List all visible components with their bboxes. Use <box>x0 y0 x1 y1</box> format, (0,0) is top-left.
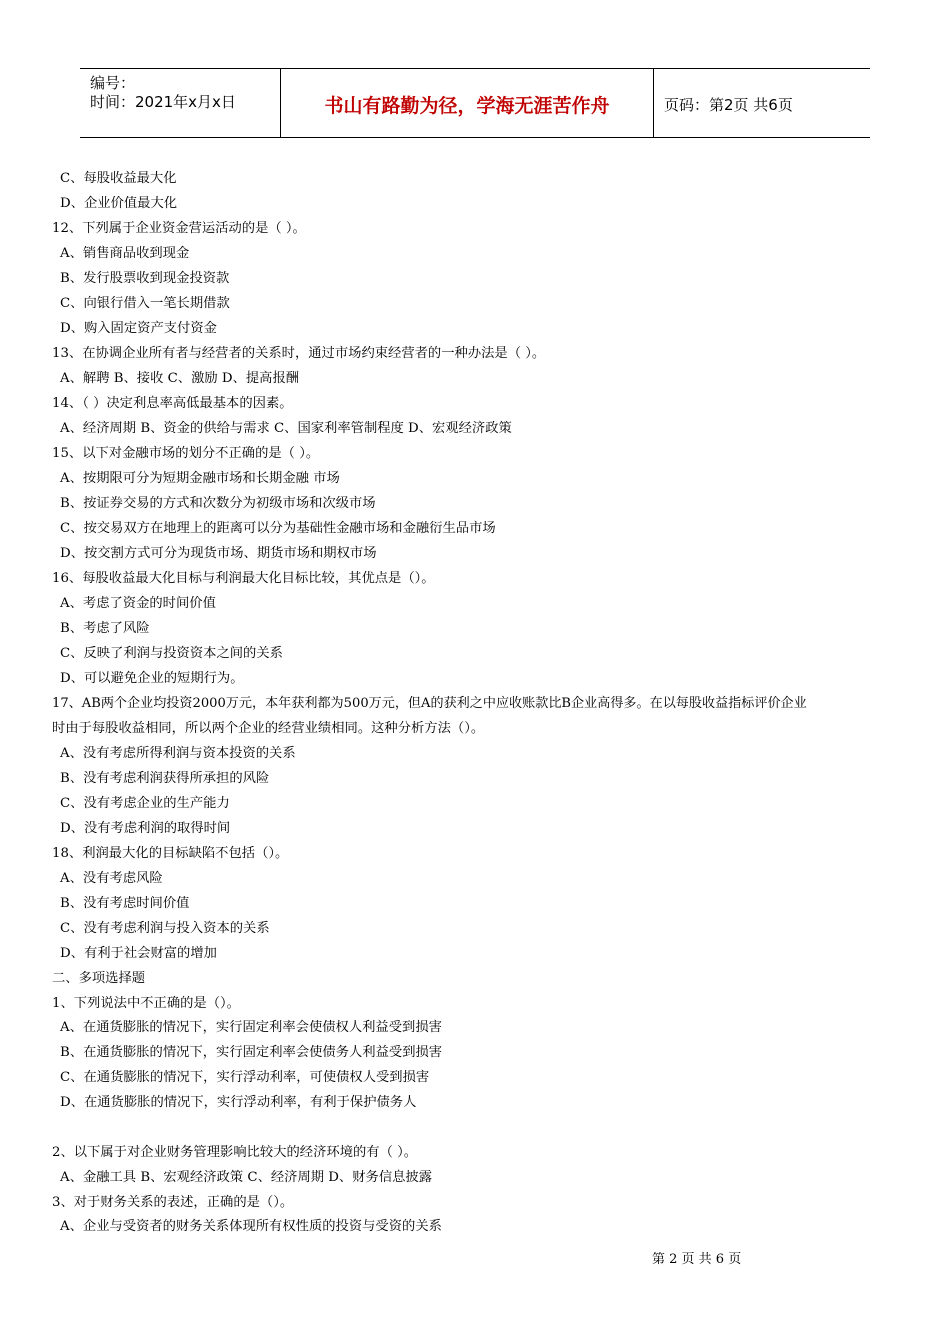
text-line: D、在通货膨胀的情况下，实行浮动利率，有利于保护债务人 <box>60 1095 417 1110</box>
question-line: 时由于每股收益相同，所以两个企业的经营业绩相同。这种分析方法（）。 <box>52 721 485 736</box>
text-line: A、金融工具 B、宏观经济政策 C、经济周期 D、财务信息披露 <box>60 1170 433 1185</box>
question-line: 14、（ ）决定利息率高低最基本的因素。 <box>52 396 293 411</box>
text-line: A、没有考虑所得利润与资本投资的关系 <box>60 746 296 761</box>
number-label: 编号： <box>90 74 136 92</box>
text-line: B、考虑了风险 <box>60 621 150 636</box>
text-line: B、在通货膨胀的情况下，实行固定利率会使债务人利益受到损害 <box>60 1045 443 1060</box>
question-line: 12、下列属于企业资金营运活动的是（ ）。 <box>52 221 306 236</box>
text-line: C、没有考虑企业的生产能力 <box>60 796 230 811</box>
header-info-cell <box>80 69 281 137</box>
document-header <box>80 68 870 138</box>
text-line: C、每股收益最大化 <box>60 171 177 186</box>
text-line: A、经济周期 B、资金的供给与需求 C、国家利率管制程度 D、宏观经济政策 <box>60 421 512 436</box>
text-line: D、有利于社会财富的增加 <box>60 946 217 961</box>
text-line: B、没有考虑利润获得所承担的风险 <box>60 771 270 786</box>
question-line: 18、利润最大化的目标缺陷不包括（）。 <box>52 846 289 861</box>
text-line: C、按交易双方在地理上的距离可以分为基础性金融市场和金融衍生品市场 <box>60 521 496 536</box>
question-line: 17、AB两个企业均投资2000万元，本年获利都为500万元，但A的获利之中应收账款比B企业高得多。在以每股收益指标评价企业 <box>52 696 807 711</box>
page-footer: 第 2 页 共 6 页 <box>652 1252 742 1267</box>
text-line: B、发行股票收到现金投资款 <box>60 271 230 286</box>
header-motto-cell <box>281 69 654 137</box>
text-line: D、按交割方式可分为现货市场、期货市场和期权市场 <box>60 546 377 561</box>
question-line: 13、在协调企业所有者与经营者的关系时，通过市场约束经营者的一种办法是（ ）。 <box>52 346 546 361</box>
text-line: A、按期限可分为短期金融市场和长期金融 市场 <box>60 471 340 486</box>
text-line: C、反映了利润与投资资本之间的关系 <box>60 646 283 661</box>
text-line: B、按证券交易的方式和次数分为初级市场和次级市场 <box>60 496 376 511</box>
motto: 书山有路勤为径，学海无涯苦作舟 <box>324 95 610 117</box>
question-line: 2、以下属于对企业财务管理影响比较大的经济环境的有（ ）。 <box>52 1145 418 1160</box>
text-line: C、在通货膨胀的情况下，实行浮动利率，可使债权人受到损害 <box>60 1070 430 1085</box>
header-page-cell <box>654 69 870 137</box>
text-line: A、销售商品收到现金 <box>60 246 190 261</box>
section-heading: 二、多项选择题 <box>52 971 146 986</box>
text-line: C、没有考虑利润与投入资本的关系 <box>60 921 270 936</box>
text-line: A、企业与受资者的财务关系体现所有权性质的投资与受资的关系 <box>60 1219 442 1234</box>
text-line: D、可以避免企业的短期行为。 <box>60 671 244 686</box>
question-line: 3、对于财务关系的表述，正确的是（）。 <box>52 1195 294 1210</box>
date-label: 时间：2021年x月x日 <box>90 93 236 111</box>
text-line: B、没有考虑时间价值 <box>60 896 190 911</box>
question-line: 1、下列说法中不正确的是（）。 <box>52 996 240 1011</box>
question-line: 15、以下对金融市场的划分不正确的是（ ）。 <box>52 446 320 461</box>
text-line: A、没有考虑风险 <box>60 871 163 886</box>
text-line: D、购入固定资产支付资金 <box>60 321 217 336</box>
text-line: D、企业价值最大化 <box>60 196 178 211</box>
question-line: 16、每股收益最大化目标与利润最大化目标比较，其优点是（）。 <box>52 571 435 586</box>
page-indicator: 页码：第2页 共6页 <box>664 96 793 114</box>
text-line: A、考虑了资金的时间价值 <box>60 596 216 611</box>
text-line: A、在通货膨胀的情况下，实行固定利率会使债权人利益受到损害 <box>60 1020 442 1035</box>
text-line: A、解聘 B、接收 C、激励 D、提高报酬 <box>60 371 300 386</box>
text-line: C、向银行借入一笔长期借款 <box>60 296 230 311</box>
text-line: D、没有考虑利润的取得时间 <box>60 821 231 836</box>
